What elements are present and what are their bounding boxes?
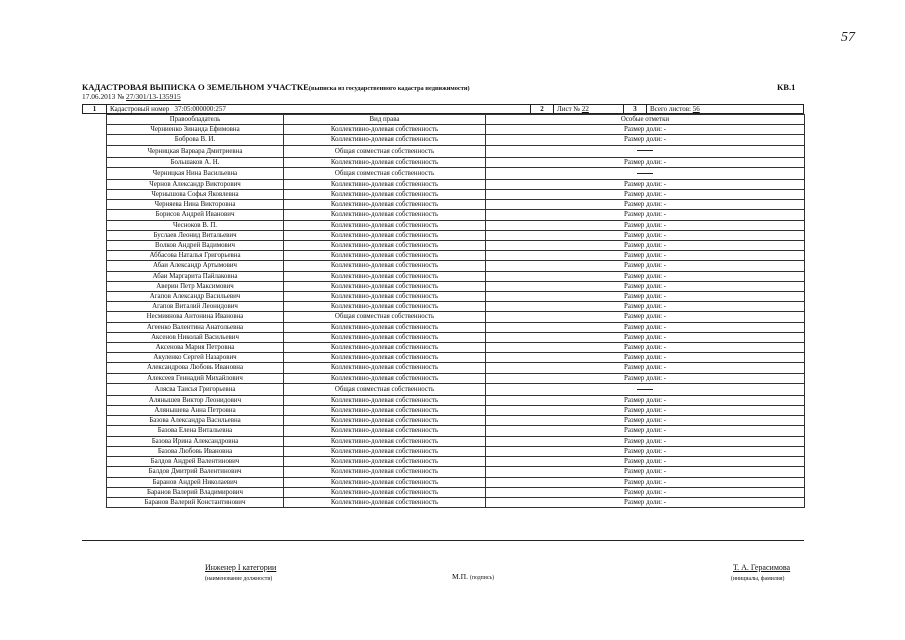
right-type-cell: Коллективно-долевая собственность (284, 416, 486, 426)
owner-cell: Базова Елена Витальевна (107, 426, 284, 436)
notes-cell: Размер доли: - (486, 353, 805, 363)
right-type-cell: Общая совместная собственность (284, 145, 486, 157)
owner-column-header: Правообладатель (107, 115, 284, 125)
notes-cell: Размер доли: - (486, 363, 805, 373)
table-row (107, 487, 805, 497)
right-type-cell: Коллективно-долевая собственность (284, 467, 486, 477)
notes-cell: Размер доли: - (486, 251, 805, 261)
notes-cell: Размер доли: - (486, 271, 805, 281)
owner-cell: Аксенов Николай Васильевич (107, 332, 284, 342)
table-row (107, 292, 805, 302)
notes-cell: Размер доли: - (486, 373, 805, 383)
table-row (107, 477, 805, 487)
owner-cell: Алянышева Анна Петровна (107, 406, 284, 416)
table-row (107, 230, 805, 240)
sheet-label: Лист № (557, 105, 581, 113)
owner-cell: Аксенова Мария Петровна (107, 343, 284, 353)
right-column-header: Вид права (284, 115, 486, 125)
table-row (107, 406, 805, 416)
notes-cell: Размер доли: - (486, 200, 805, 210)
title-subtext: (выписка из государственного кадастра недвижимости) (308, 85, 470, 92)
title-text: КАДАСТРОВАЯ ВЫПИСКА О ЗЕМЕЛЬНОМ УЧАСТКЕ (82, 82, 309, 92)
registration-number: 27/301/13-135915 (126, 92, 181, 101)
owner-cell: Александрова Любовь Ивановна (107, 363, 284, 373)
sheet-number: 22 (581, 105, 589, 113)
right-type-cell: Коллективно-долевая собственность (284, 302, 486, 312)
right-type-cell: Коллективно-долевая собственность (284, 281, 486, 291)
table-row (107, 220, 805, 230)
owner-cell: Баранов Андрей Николаевич (107, 477, 284, 487)
number-sign: № (117, 92, 125, 101)
sheet-cell (554, 105, 624, 113)
owner-cell: Чернов Александр Викторович (107, 179, 284, 189)
notes-cell: Размер доли: - (486, 135, 805, 145)
document-date-line (82, 92, 181, 101)
stamp-place (452, 572, 494, 581)
table-row (107, 497, 805, 507)
owner-cell: Баранов Валерий Владимирович (107, 487, 284, 497)
signature-caption: (подпись) (469, 575, 495, 581)
table-row (107, 353, 805, 363)
right-type-cell: Коллективно-долевая собственность (284, 457, 486, 467)
right-type-cell: Общая совместная собственность (284, 312, 486, 322)
table-row (107, 332, 805, 342)
right-type-cell: Коллективно-долевая собственность (284, 406, 486, 416)
notes-cell: Размер доли: - (486, 241, 805, 251)
owner-cell: Алясва Таисья Григорьевна (107, 383, 284, 395)
notes-cell: Размер доли: - (486, 426, 805, 436)
handwritten-page-number: 57 (841, 30, 855, 45)
table-row (107, 271, 805, 281)
owner-cell: Боброва В. И. (107, 135, 284, 145)
signer-position: Инженер I категории (205, 563, 277, 572)
right-type-cell: Коллективно-долевая собственность (284, 477, 486, 487)
notes-cell: Размер доли: - (486, 457, 805, 467)
notes-cell: Размер доли: - (486, 210, 805, 220)
document-date: 17.06.2013 (82, 92, 116, 101)
table-row (107, 145, 805, 157)
right-type-cell: Коллективно-долевая собственность (284, 135, 486, 145)
total-label: Всего листов: (650, 105, 691, 113)
table-row (107, 416, 805, 426)
owner-cell: Аббасова Наталья Григорьевна (107, 251, 284, 261)
table-row (107, 312, 805, 322)
table-row (107, 395, 805, 405)
right-type-cell: Коллективно-долевая собственность (284, 363, 486, 373)
section-number: 1 (83, 105, 107, 113)
info-row (82, 104, 804, 114)
table-bottom-rule (82, 540, 804, 541)
right-type-cell: Общая совместная собственность (284, 383, 486, 395)
right-type-cell: Коллективно-долевая собственность (284, 179, 486, 189)
table-row (107, 302, 805, 312)
right-type-cell: Коллективно-долевая собственность (284, 210, 486, 220)
table-row (107, 436, 805, 446)
notes-cell: Размер доли: - (486, 497, 805, 507)
right-type-cell: Коллективно-долевая собственность (284, 190, 486, 200)
table-row (107, 383, 805, 395)
notes-cell: Размер доли: - (486, 292, 805, 302)
right-type-cell: Коллективно-долевая собственность (284, 353, 486, 363)
owner-cell: Чернышова Софья Яковлевна (107, 190, 284, 200)
right-type-cell: Коллективно-долевая собственность (284, 332, 486, 342)
notes-cell: Размер доли: - (486, 261, 805, 271)
stamp-label: М.П. (452, 572, 469, 581)
notes-cell: Размер доли: - (486, 332, 805, 342)
table-row (107, 426, 805, 436)
right-type-cell: Коллективно-долевая собственность (284, 157, 486, 167)
owner-cell: Базова Любовь Ивановна (107, 446, 284, 456)
owner-cell: Волков Андрей Вадимович (107, 241, 284, 251)
notes-cell: Размер доли: - (486, 190, 805, 200)
right-type-cell: Коллективно-долевая собственность (284, 200, 486, 210)
table-row (107, 467, 805, 477)
dash-mark (637, 150, 653, 151)
owner-cell: Абаи Маргарита Пайлаковна (107, 271, 284, 281)
right-type-cell: Общая совместная собственность (284, 167, 486, 179)
owner-cell: Несмиянова Антонина Ивановна (107, 312, 284, 322)
right-type-cell: Коллективно-долевая собственность (284, 322, 486, 332)
owner-cell: Борисов Андрей Иванович (107, 210, 284, 220)
table-row (107, 343, 805, 353)
table-row (107, 200, 805, 210)
right-type-cell: Коллективно-долевая собственность (284, 125, 486, 135)
owner-cell: Буслаев Леонид Витальевич (107, 230, 284, 240)
notes-cell (486, 383, 805, 395)
notes-cell (486, 145, 805, 157)
notes-cell: Размер доли: - (486, 477, 805, 487)
notes-cell: Размер доли: - (486, 416, 805, 426)
right-type-cell: Коллективно-долевая собственность (284, 241, 486, 251)
right-type-cell: Коллективно-долевая собственность (284, 261, 486, 271)
table-row (107, 167, 805, 179)
table-row (107, 210, 805, 220)
notes-cell: Размер доли: - (486, 157, 805, 167)
notes-column-header: Особые отметки (486, 115, 805, 125)
notes-cell: Размер доли: - (486, 125, 805, 135)
notes-cell: Размер доли: - (486, 467, 805, 477)
owner-cell: Балдов Дмитрий Валентинович (107, 467, 284, 477)
table-row (107, 261, 805, 271)
notes-cell: Размер доли: - (486, 179, 805, 189)
right-type-cell: Коллективно-долевая собственность (284, 251, 486, 261)
signer-name: Т. А. Герасимова (733, 563, 791, 572)
notes-cell: Размер доли: - (486, 220, 805, 230)
notes-cell: Размер доли: - (486, 436, 805, 446)
right-type-cell: Коллективно-долевая собственность (284, 343, 486, 353)
right-type-cell: Коллективно-долевая собственность (284, 220, 486, 230)
right-type-cell: Коллективно-долевая собственность (284, 292, 486, 302)
cadastral-number: 37:05:000000:257 (174, 105, 226, 113)
notes-cell (486, 167, 805, 179)
right-type-cell: Коллективно-долевая собственность (284, 497, 486, 507)
right-type-cell: Коллективно-долевая собственность (284, 271, 486, 281)
owner-cell: Агапов Александр Васильевич (107, 292, 284, 302)
right-type-cell: Коллективно-долевая собственность (284, 446, 486, 456)
right-type-cell: Коллективно-долевая собственность (284, 426, 486, 436)
table-row (107, 373, 805, 383)
notes-cell: Размер доли: - (486, 312, 805, 322)
owner-cell: Балдов Андрей Валентинович (107, 457, 284, 467)
table-row (107, 190, 805, 200)
table-header-row (107, 115, 805, 125)
total-sheets: 56 (692, 105, 700, 113)
table-row (107, 363, 805, 373)
notes-cell: Размер доли: - (486, 322, 805, 332)
notes-cell: Размер доли: - (486, 446, 805, 456)
notes-cell: Размер доли: - (486, 302, 805, 312)
owner-cell: Базова Ирина Александровна (107, 436, 284, 446)
table-row (107, 135, 805, 145)
owner-cell: Черняева Нина Викторовна (107, 200, 284, 210)
total-col-number: 3 (624, 105, 647, 113)
notes-cell: Размер доли: - (486, 395, 805, 405)
notes-cell: Размер доли: - (486, 487, 805, 497)
owner-cell: Агапов Виталий Леонидович (107, 302, 284, 312)
cadastral-cell (107, 105, 531, 113)
table-body (107, 125, 805, 508)
owner-cell: Алексеев Геннадий Михайлович (107, 373, 284, 383)
signer-position-caption: (наименование должности) (205, 576, 273, 582)
dash-mark (637, 173, 653, 174)
table-row (107, 157, 805, 167)
right-type-cell: Коллективно-долевая собственность (284, 395, 486, 405)
owner-cell: Абаи Александр Артымович (107, 261, 284, 271)
owner-cell: Агеенко Валентина Анатольевна (107, 322, 284, 332)
table-row (107, 322, 805, 332)
dash-mark (637, 389, 653, 390)
notes-cell: Размер доли: - (486, 281, 805, 291)
owner-cell: Черниенко Зинаида Ефимовна (107, 125, 284, 135)
table-row (107, 457, 805, 467)
sheet-col-number: 2 (531, 105, 554, 113)
table-row (107, 446, 805, 456)
table-row (107, 241, 805, 251)
owners-table (106, 114, 805, 508)
owner-cell: Черницкая Варвара Дмитриевна (107, 145, 284, 157)
owner-cell: Аверин Петр Максимович (107, 281, 284, 291)
owner-cell: Акуленко Сергей Назарович (107, 353, 284, 363)
owner-cell: Черницкая Нина Васильевна (107, 167, 284, 179)
owner-cell: Алянышев Виктор Леонидович (107, 395, 284, 405)
table-row (107, 125, 805, 135)
notes-cell: Размер доли: - (486, 406, 805, 416)
notes-cell: Размер доли: - (486, 230, 805, 240)
total-cell (647, 105, 803, 113)
table-row (107, 281, 805, 291)
right-type-cell: Коллективно-долевая собственность (284, 230, 486, 240)
table-row (107, 179, 805, 189)
signer-name-caption: (инициалы, фамилия) (731, 576, 785, 582)
cadastral-label: Кадастровый номер (110, 105, 170, 113)
owner-cell: Баранов Валерий Константинович (107, 497, 284, 507)
owner-cell: Базова Александра Васильевна (107, 416, 284, 426)
notes-cell: Размер доли: - (486, 343, 805, 353)
owner-cell: Большаков А. Н. (107, 157, 284, 167)
right-type-cell: Коллективно-долевая собственность (284, 373, 486, 383)
form-code: КВ.1 (777, 82, 796, 92)
right-type-cell: Коллективно-долевая собственность (284, 436, 486, 446)
table-row (107, 251, 805, 261)
owner-cell: Чесноков В. П. (107, 220, 284, 230)
right-type-cell: Коллективно-долевая собственность (284, 487, 486, 497)
document-title (82, 82, 802, 92)
